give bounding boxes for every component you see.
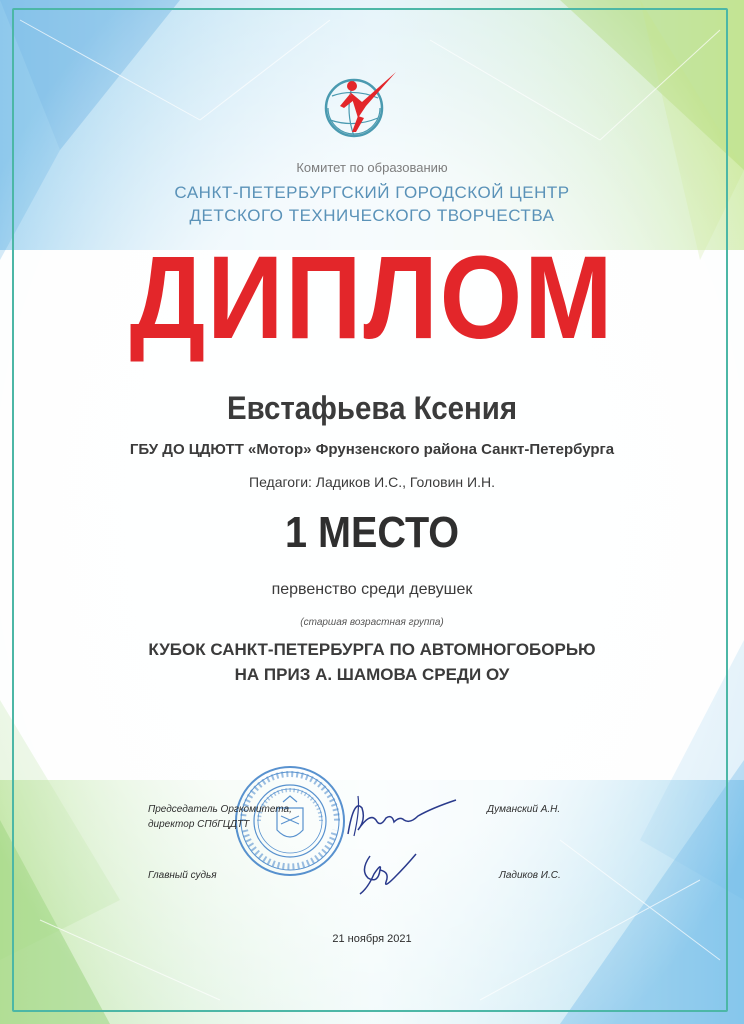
chairman-role-line2: директор СПбГЦДТТ [148, 819, 250, 830]
org-prefix: Комитет по образованию [296, 160, 448, 175]
chairman-name: Думанский А.Н. [487, 804, 561, 815]
age-group: (старшая возрастная группа) [300, 617, 444, 628]
institution-name: ГБУ ДО ЦДЮТТ «Мотор» Фрунзенского района Санкт-Петербурга [129, 441, 615, 458]
official-seal-icon [233, 764, 347, 878]
running-figure-globe-logo-icon [310, 58, 406, 154]
place-award: 1 МЕСТО [284, 508, 460, 557]
teachers-line: Педагоги: Ладиков И.С., Головин И.Н. [249, 474, 495, 490]
issue-date: 21 ноября 2021 [332, 933, 412, 945]
chairman-role-line1: Председатель Оргкомитета, [148, 804, 292, 815]
diploma-title: ДИПЛОМ [129, 232, 615, 364]
event-name-line2: НА ПРИЗ А. ШАМОВА СРЕДИ ОУ [234, 665, 510, 684]
judge-role: Главный судья [148, 870, 217, 881]
signature-judge-icon [350, 848, 420, 896]
judge-name: Ладиков И.С. [499, 870, 561, 881]
competition-category: первенство среди девушек [271, 581, 473, 598]
org-name-line2: ДЕТСКОГО ТЕХНИЧЕСКОГО ТВОРЧЕСТВА [189, 206, 555, 225]
org-name-line1: САНКТ-ПЕТЕРБУРГСКИЙ ГОРОДСКОЙ ЦЕНТР [174, 183, 570, 202]
recipient-name: Евстафьева Ксения [226, 390, 518, 426]
signature-chairman-icon [340, 790, 460, 840]
event-name-line1: КУБОК САНКТ-ПЕТЕРБУРГА ПО АВТОМНОГОБОРЬЮ [148, 640, 596, 659]
